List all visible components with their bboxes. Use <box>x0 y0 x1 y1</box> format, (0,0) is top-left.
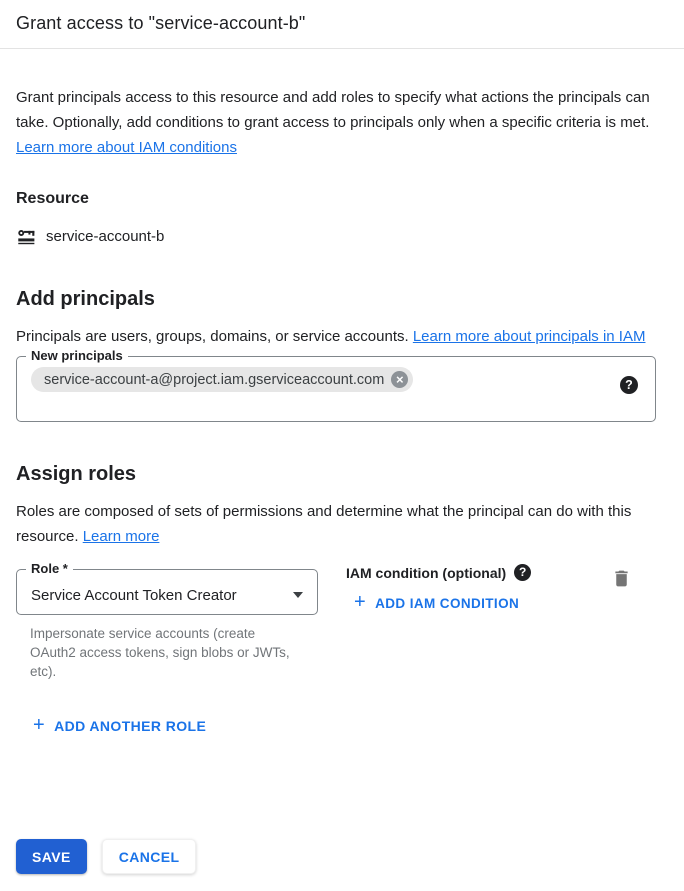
new-principals-field[interactable] <box>16 349 656 422</box>
principals-learn-more-link[interactable]: Learn more about principals in IAM <box>412 328 646 345</box>
resource-item <box>16 226 668 247</box>
add-another-role-button[interactable] <box>33 714 207 736</box>
add-principals-heading: Add principals <box>16 288 155 310</box>
dropdown-arrow-icon <box>293 592 303 598</box>
service-account-icon <box>16 226 37 247</box>
cancel-button[interactable]: CANCEL <box>102 839 197 874</box>
dialog-header <box>0 0 684 49</box>
new-principals-label: New principals <box>31 348 123 363</box>
add-principals-text: Principals are users, groups, domains, or service accounts. <box>16 328 413 345</box>
save-button[interactable]: SAVE <box>16 839 87 874</box>
new-principals-input-area[interactable] <box>17 363 655 421</box>
role-select-field[interactable] <box>16 562 318 615</box>
trash-icon <box>611 577 632 592</box>
add-iam-condition-label: ADD IAM CONDITION <box>375 595 520 611</box>
intro-paragraph <box>16 85 668 160</box>
add-principals-description <box>16 324 668 349</box>
resource-heading: Resource <box>16 190 89 207</box>
role-row <box>16 562 668 681</box>
iam-condition-label: IAM condition (optional) <box>346 564 507 581</box>
add-iam-condition-button[interactable] <box>354 591 520 613</box>
role-label: Role * <box>31 561 68 576</box>
role-column <box>16 562 318 681</box>
assign-roles-text: Roles are composed of sets of permissions and determine what the principal can do with this resource. <box>16 503 632 545</box>
dialog-content <box>0 85 684 737</box>
iam-condition-label-row <box>346 564 531 581</box>
role-select[interactable] <box>17 576 317 614</box>
iam-conditions-link[interactable]: Learn more about IAM conditions <box>16 139 237 156</box>
add-another-role-label: ADD ANOTHER ROLE <box>54 718 207 734</box>
principal-chip[interactable] <box>31 367 413 392</box>
delete-role-button[interactable] <box>611 568 632 592</box>
plus-icon: + <box>33 714 46 736</box>
roles-learn-more-link[interactable]: Learn more <box>82 528 160 545</box>
delete-role-column <box>611 562 668 594</box>
principals-help-icon[interactable]: ? <box>620 376 638 394</box>
iam-condition-column <box>346 562 531 614</box>
principal-chip-value: service-account-a@project.iam.gserviceaccount.com <box>44 371 385 388</box>
assign-roles-heading: Assign roles <box>16 463 137 485</box>
resource-name: service-account-b <box>46 228 165 245</box>
add-another-role-row <box>16 714 668 737</box>
plus-icon: + <box>354 591 367 613</box>
dialog-title: Grant access to "service-account-b" <box>16 13 306 33</box>
remove-principal-icon[interactable]: × <box>391 371 408 388</box>
dialog-footer <box>16 839 196 874</box>
assign-roles-description <box>16 499 668 549</box>
intro-text: Grant principals access to this resource and add roles to specify what actions the principals can take. Optionally, add conditions to grant access to principals only when a specific criteria is met. <box>16 89 650 131</box>
role-selected-value: Service Account Token Creator <box>31 586 237 604</box>
iam-condition-help-icon[interactable]: ? <box>514 564 531 581</box>
role-description: Impersonate service accounts (create OAuth2 access tokens, sign blobs or JWTs, etc). <box>30 626 290 679</box>
